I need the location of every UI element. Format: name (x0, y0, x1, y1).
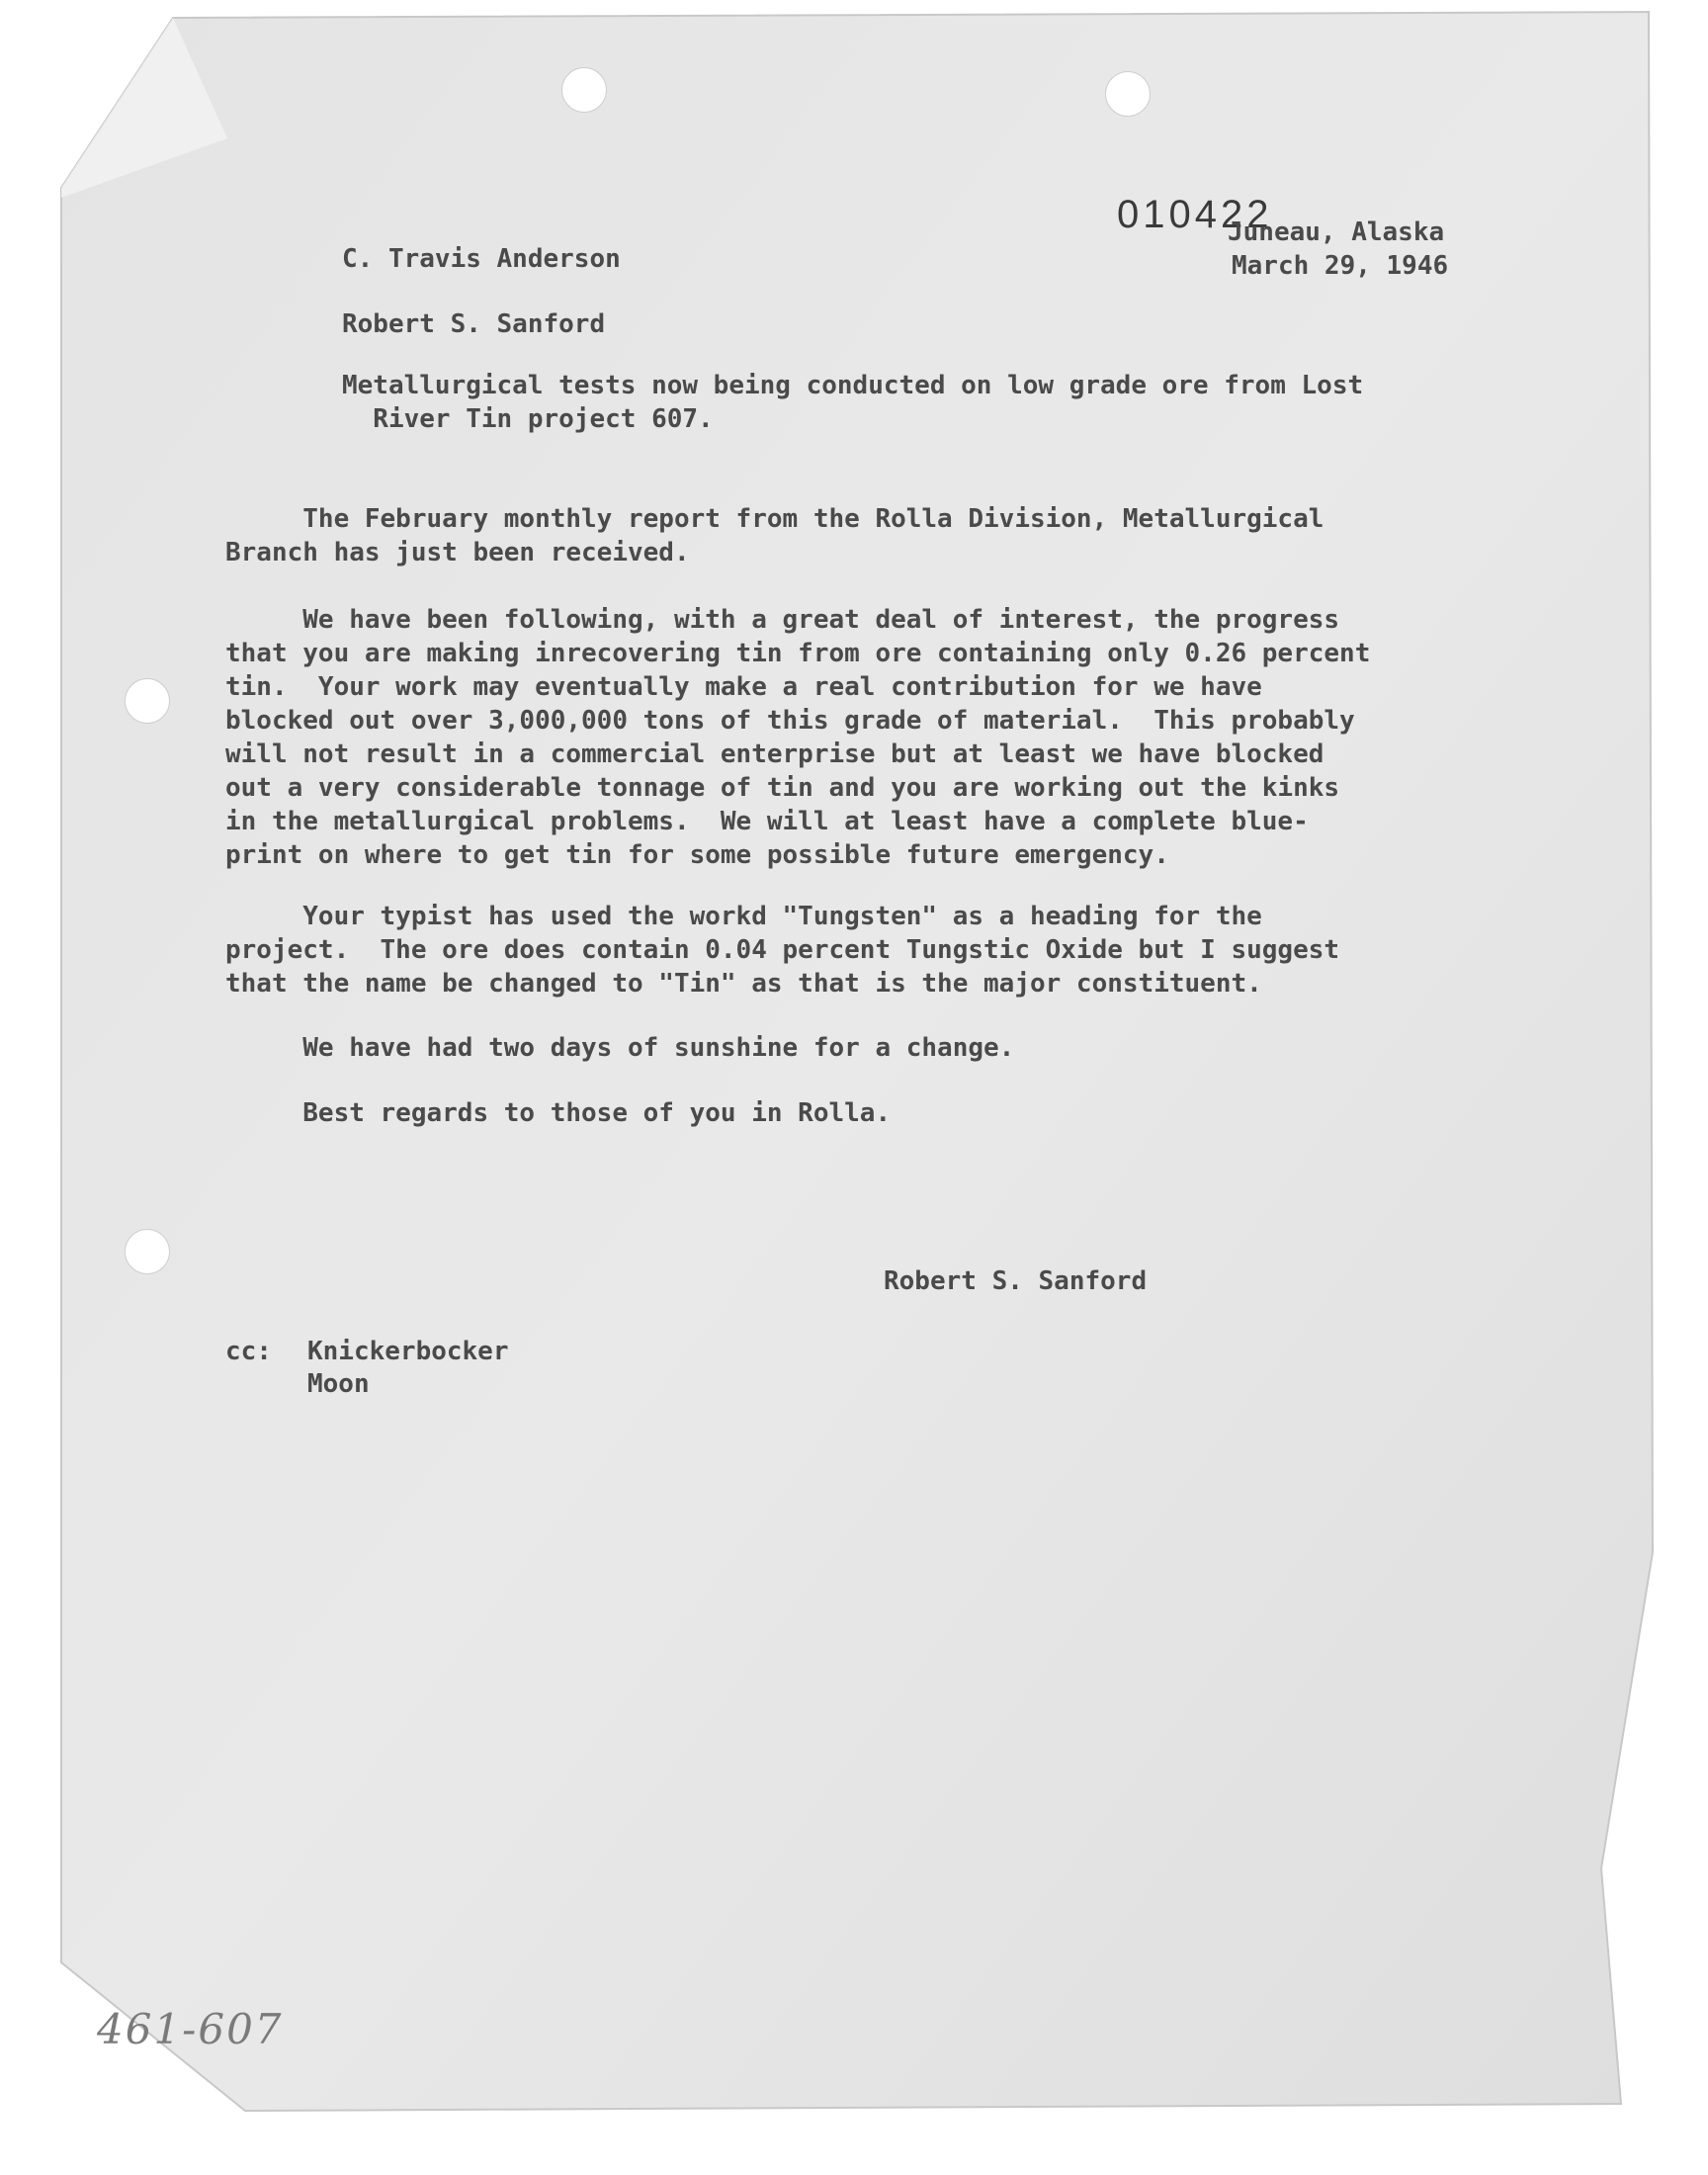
body-line: The February monthly report from the Rolla Division, Metallurgical (225, 504, 1324, 534)
body-line: will not result in a commercial enterprise but at least we have blocked (225, 740, 1324, 769)
recipient: C. Travis Anderson (342, 244, 621, 274)
handwritten-file-mark: 461-607 (97, 2005, 284, 2053)
signature-name: Robert S. Sanford (884, 1266, 1148, 1296)
body-line: blocked out over 3,000,000 tons of this grade of material. This probably (225, 706, 1355, 736)
cc-recipient: Moon (307, 1369, 370, 1399)
place-line: Juneau, Alaska (1228, 218, 1445, 247)
body-paragraph-3 (225, 900, 1339, 1000)
body-line: in the metallurgical problems. We will at least have a complete blue- (225, 807, 1309, 836)
body-line: out a very considerable tonnage of tin and you are working out the kinks (225, 773, 1340, 803)
subject-line: Metallurgical tests now being conducted on low grade ore from Lost (342, 371, 1364, 400)
punch-hole-top-left (561, 67, 607, 113)
body-line: Your typist has used the workd "Tungsten" as a heading for the (225, 902, 1262, 931)
body-line: Branch has just been received. (225, 538, 690, 567)
punch-hole-top-right (1105, 71, 1151, 117)
body-paragraph-4 (225, 1031, 1014, 1065)
subject-block (342, 369, 1363, 436)
body-line: print on where to get tin for some possible future emergency. (225, 840, 1169, 870)
body-paragraph-1 (225, 502, 1324, 569)
body-paragraph-2 (225, 603, 1370, 872)
body-paragraph-5 (225, 1096, 891, 1130)
body-line: project. The ore does contain 0.04 percent Tungstic Oxide but I suggest (225, 935, 1340, 965)
date-line: March 29, 1946 (1232, 251, 1449, 281)
body-line: that the name be changed to "Tin" as that is the major constituent. (225, 969, 1262, 999)
file-number-stamp: 010422 (1117, 193, 1273, 236)
punch-hole-left-lower (125, 1229, 170, 1274)
sender: Robert S. Sanford (342, 309, 606, 339)
punch-hole-left-upper (125, 678, 170, 724)
body-line: that you are making inrecovering tin from ore containing only 0.26 percent (225, 639, 1371, 668)
cc-label: cc: (225, 1337, 272, 1366)
body-line: We have had two days of sunshine for a change. (225, 1033, 1015, 1063)
body-line: tin. Your work may eventually make a real contribution for we have (225, 672, 1262, 702)
subject-line: River Tin project 607. (342, 404, 714, 434)
body-line: Best regards to those of you in Rolla. (225, 1098, 892, 1128)
cc-recipient: Knickerbocker (307, 1337, 509, 1366)
body-line: We have been following, with a great deal of interest, the progress (225, 605, 1340, 635)
